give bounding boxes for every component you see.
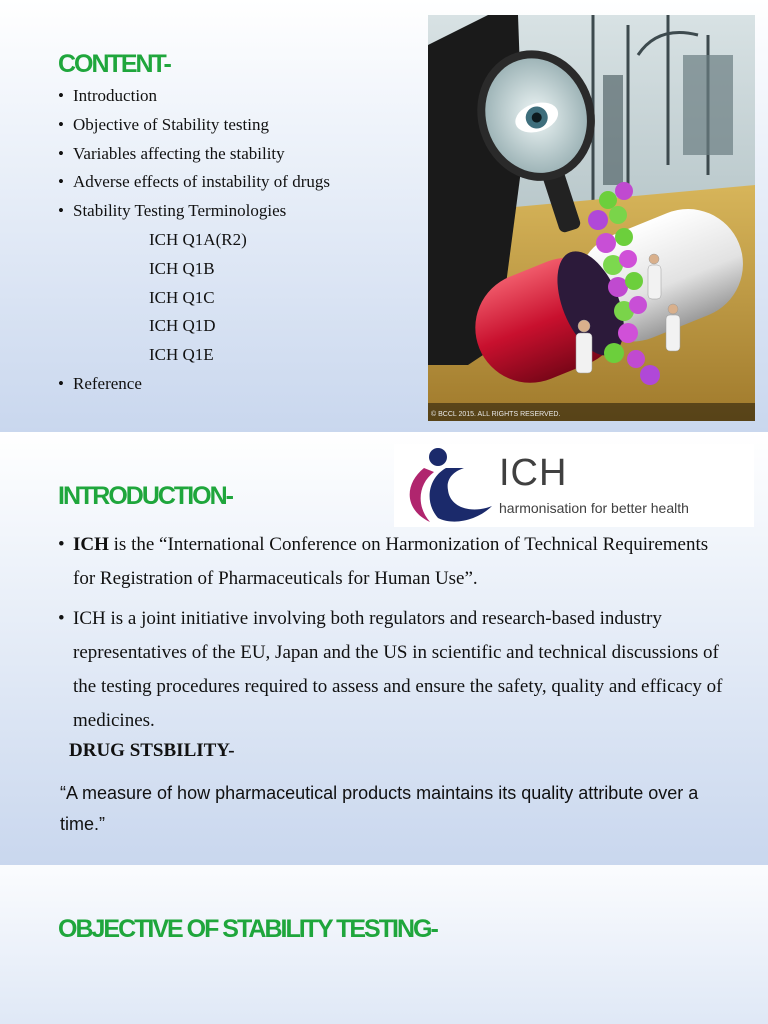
ich-logo-tagline: harmonisation for better health: [499, 500, 689, 516]
slide-content: [0, 0, 768, 432]
ich-logo-mark-icon: [394, 444, 499, 527]
list-item: • Variables affecting the stability: [58, 140, 330, 169]
list-subitem: ICH Q1C: [149, 287, 215, 307]
ich-bold-term: ICH: [73, 534, 109, 555]
drug-stability-heading: DRUG STSBILITY-: [69, 740, 235, 761]
content-list: [58, 82, 330, 399]
ich-definition-text: is the “International Conference on Harmonization of Technical Requirements for Registration of Pharmaceuticals for Human Use”.: [73, 534, 709, 589]
intro-paragraph-ich-definition: [58, 528, 728, 596]
list-item: • Stability Testing Terminologies: [58, 197, 330, 226]
list-item: • Introduction: [58, 82, 330, 111]
ich-logo: [394, 444, 754, 527]
list-subitem: ICH Q1D: [149, 316, 216, 336]
introduction-heading: INTRODUCTION-: [58, 482, 232, 510]
list-item: • Objective of Stability testing: [58, 111, 330, 140]
slide-objective: [0, 865, 768, 1024]
capsule-inspection-image: [428, 15, 755, 421]
slide-introduction: [0, 432, 768, 865]
list-subitem: ICH Q1B: [149, 258, 215, 278]
capsule-illustration: [428, 15, 755, 421]
ich-logo-name: ICH: [499, 452, 568, 494]
list-subitem: ICH Q1E: [149, 345, 214, 365]
list-item: • Adverse effects of instability of drugs: [58, 168, 330, 197]
drug-stability-definition: “A measure of how pharmaceutical products maintains its quality attribute over a time.”: [60, 783, 699, 834]
intro-paragraph-ich-initiative: • ICH is a joint initiative involving both regulators and research-based industry representatives of the EU, Japan and the US in scientific and technical discussions of the testing procedures required to assess and ensure the safety, quality and efficacy of medicines.: [58, 602, 728, 738]
list-item: • Reference: [58, 370, 330, 399]
objective-heading: OBJECTIVE OF STABILITY TESTING-: [58, 915, 437, 943]
content-heading: CONTENT-: [58, 50, 170, 78]
photo-copyright: © BCCL 2015. ALL RIGHTS RESERVED.: [431, 411, 561, 418]
list-subitem: ICH Q1A(R2): [149, 229, 247, 249]
